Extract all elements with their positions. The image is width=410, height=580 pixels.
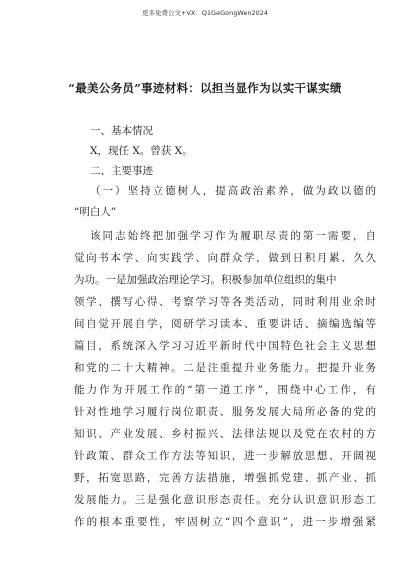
section-heading-basic-info: 一、基本情况 [90,125,153,137]
basic-info-text: X，现任 X。曾获 X。 [90,145,193,157]
page-header: 更多免费公文+VX：Q1GeGongWen2024 [141,9,269,17]
body-line: 觉向书本学、向实践学、向群众学，做到日积月累、久久 [74,252,376,264]
body-line: 该同志始终把加强学习作为履职尽责的第一需要，自 [90,230,376,242]
subsection-heading-line: （一）坚持立德树人，提高政治素养，做为政以德的 [90,185,376,197]
body-line: 篇目，系统深入学习习近平新时代中国特色社会主义思想 [74,340,376,352]
body-line: 为功。一是加强政治理论学习。积极参加单位组织的集中 [74,274,337,286]
body-line: 作的根本重要性，牢固树立“四个意识”，进一步增强紧 [74,516,376,528]
body-line: 和党的二十大精神。二是注重提升业务能力。把提升业务 [74,362,376,374]
subsection-heading-line: “明白人” [74,206,117,218]
body-line: 针对性地学习履行岗位职责、服务发展大局所必备的党的 [74,406,376,418]
body-line: 能力作为开展工作的“第一道工序”，围绕中心工作，有 [74,384,376,396]
body-line: 野，拓宽思路，完善方法措施，增强抓党建、抓产业、抓 [74,472,376,484]
body-line: 知识、产业发展、乡村振兴、法律法规以及党在农村的方 [74,428,376,440]
section-heading-main-deeds: 二、主要事迹 [90,165,153,177]
body-line: 间自觉开展自学，阅研学习读本、重要讲话、摘编选编等 [74,318,376,330]
body-line: 针政策、群众工作方法等知识，进一步解放思想、开阔视 [74,450,376,462]
document-title: “最美公务员”事迹材料：以担当显作为以实干谋实绩 [68,81,342,95]
body-line: 领学、撰写心得、考察学习等各类活动，同时利用业余时 [74,296,376,308]
body-line: 发展能力。三是强化意识形态责任。充分认识意识形态工 [74,494,376,506]
